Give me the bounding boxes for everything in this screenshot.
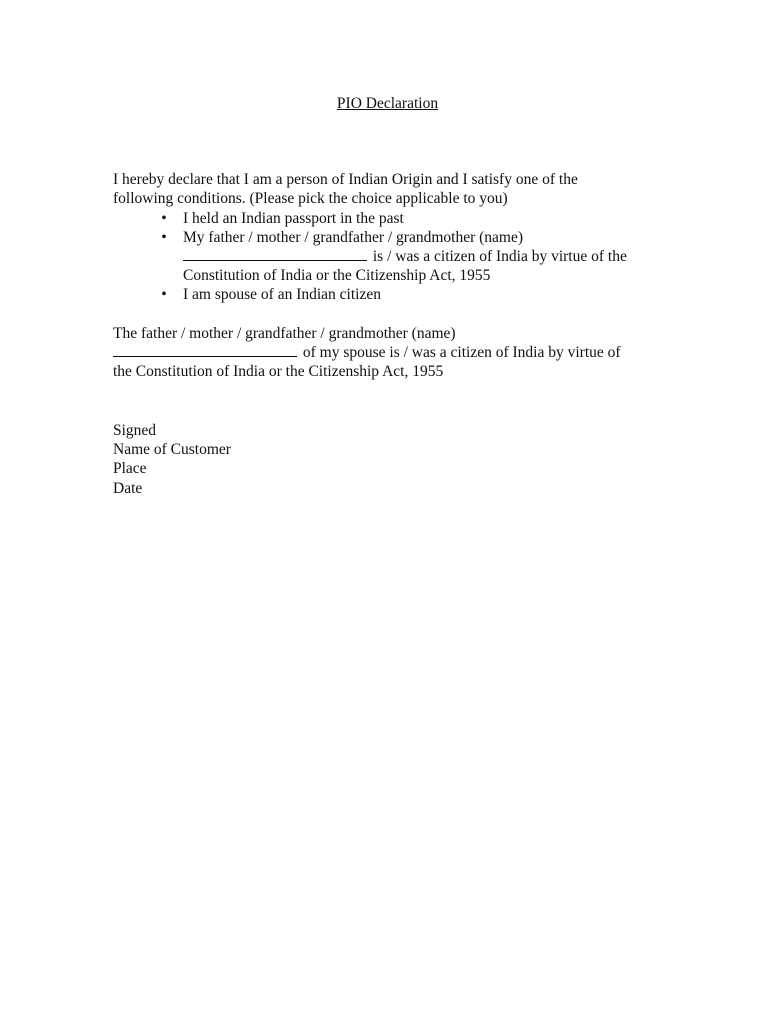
- declaration-intro: [113, 170, 673, 208]
- spouse-relative-line-3: the Constitution of India or the Citizenship Act, 1955: [113, 363, 444, 381]
- signed-label: Signed: [113, 422, 157, 439]
- page-title: PIO Declaration: [336, 95, 439, 112]
- list-item: [113, 228, 673, 286]
- conditions-list: [113, 209, 673, 305]
- place-label: Place: [113, 460, 147, 478]
- relative-name-blank[interactable]: [183, 247, 367, 261]
- spouse-relative-line-2: of my spouse is / was a citizen of India by virtue of: [302, 344, 621, 362]
- bullet-icon: •: [161, 209, 167, 227]
- condition-relative-line-3: Constitution of India or the Citizenship Act, 1955: [183, 267, 491, 285]
- condition-relative-line-1: My father / mother / grandfather / grandmother (name): [183, 228, 524, 246]
- list-item: [113, 285, 673, 304]
- spouse-relative-line-2-row: [113, 343, 673, 362]
- spouse-relative-paragraph: [113, 324, 673, 382]
- condition-spouse: I am spouse of an Indian citizen: [183, 286, 381, 304]
- intro-line-2: following conditions. (Please pick the choice applicable to you): [113, 190, 508, 208]
- spouse-relative-line-1: The father / mother / grandfather / grandmother (name): [113, 325, 456, 342]
- intro-line-1: I hereby declare that I am a person of Indian Origin and I satisfy one of the: [113, 171, 578, 188]
- condition-passport: I held an Indian passport in the past: [183, 209, 404, 227]
- signature-block: [113, 421, 673, 498]
- list-item: [113, 209, 673, 228]
- condition-relative-line-2: is / was a citizen of India by virtue of the: [372, 247, 627, 265]
- date-label: Date: [113, 479, 143, 497]
- customer-name-label: Name of Customer: [113, 441, 231, 459]
- condition-relative-line-2-row: [183, 247, 673, 266]
- spouse-relative-name-blank[interactable]: [113, 343, 297, 357]
- bullet-icon: •: [161, 228, 167, 246]
- bullet-icon: •: [161, 286, 167, 304]
